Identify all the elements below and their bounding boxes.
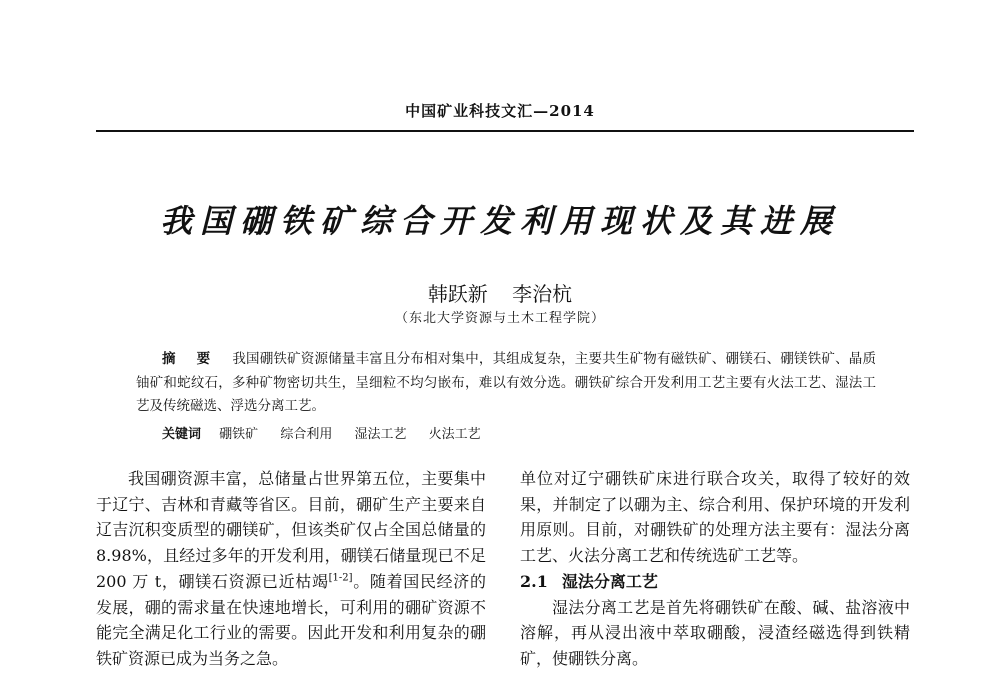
intro-paragraph xyxy=(96,466,486,672)
continued-paragraph: 单位对辽宁硼铁矿床进行联合攻关，取得了较好的效果，并制定了以硼为主、综合利用、保护环境的开发利用原则。目前，对硼铁矿的处理方法主要有：湿法分离工艺、火法分离工艺和传统选矿工艺等。 xyxy=(520,469,910,566)
intro-text-1: 我国硼资源丰富，总储量占世界第五位，主要集中于辽宁、吉林和青藏等省区。目前，硼矿生产主要来自辽吉沉积变质型的硼镁矿，但该类矿仅占全国总储量的 8.98%，且经过多年的开发利用，硼镁石储量现已不足 200 万 t，硼镁石资源已近枯竭 xyxy=(96,469,486,591)
keyword-item: 火法工艺 xyxy=(428,427,481,442)
header-rule xyxy=(96,130,914,132)
abstract xyxy=(136,348,876,419)
abstract-label: 摘 要 xyxy=(162,351,219,367)
keyword-item: 硼铁矿 xyxy=(219,427,259,442)
journal-header: 中国矿业科技文汇—2014 xyxy=(405,102,595,120)
intro-text-2: 。随着国民经济的发展，硼的需求量在快速地增长，可利用的硼矿资源不能完全满足化工行业的需要。因此开发和利用复杂的硼铁矿资源已成为当务之急。 xyxy=(96,571,486,668)
right-column xyxy=(520,466,910,672)
affiliation: （东北大学资源与土木工程学院） xyxy=(394,311,605,326)
keywords-label: 关键词 xyxy=(162,427,202,442)
section-number: 2.1 xyxy=(520,571,548,591)
section-heading xyxy=(520,569,910,595)
keyword-item: 湿法工艺 xyxy=(354,427,407,442)
abstract-text: 我国硼铁矿资源储量丰富且分布相对集中，其组成复杂，主要共生矿物有磁铁矿、硼镁石、硼镁铁矿、晶质铀矿和蛇纹石，多种矿物密切共生，呈细粒不均匀嵌布，难以有效分选。硼铁矿综合开发利用工艺主要有火法工艺、湿法工艺及传统磁选、浮选分离工艺。 xyxy=(136,351,877,414)
keywords xyxy=(162,423,862,442)
authors: 韩跃新 李治杭 xyxy=(427,282,573,306)
left-column xyxy=(96,466,486,672)
keyword-item: 综合利用 xyxy=(280,427,333,442)
section-paragraph: 湿法分离工艺是首先将硼铁矿在酸、碱、盐溶液中溶解，再从浸出液中萃取硼酸，浸渣经磁选得到铁精矿，使硼铁分离。 xyxy=(520,597,910,668)
article-title: 我国硼铁矿综合开发利用现状及其进展 xyxy=(159,202,840,240)
section-title: 湿法分离工艺 xyxy=(561,571,658,591)
citation-ref[interactable]: [1-2] xyxy=(328,572,353,584)
